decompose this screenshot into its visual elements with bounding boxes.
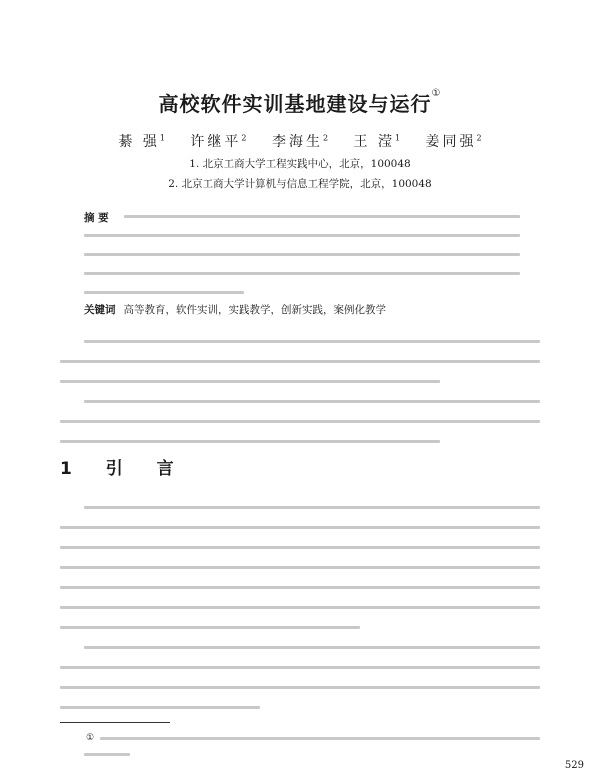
body-line	[60, 526, 540, 529]
body-line	[60, 546, 540, 549]
abstract-line	[84, 253, 520, 256]
author-name: 李海生	[271, 134, 323, 150]
footnote-line	[84, 753, 130, 756]
author-name: 王 滢	[353, 134, 395, 150]
keywords-text: 高等教育，软件实训，实践教学，创新实践，案例化教学	[123, 304, 386, 316]
author-3	[272, 134, 328, 150]
author-affiliation-mark: 1	[159, 133, 165, 143]
affiliation-2: 2. 北京工商大学计算机与信息工程学院，北京，100048	[168, 178, 432, 190]
body-line	[60, 706, 260, 709]
body-line	[60, 666, 540, 669]
body-line	[60, 626, 360, 629]
affiliation-1: 1. 北京工商大学工程实践中心，北京，100048	[189, 158, 411, 170]
footnote-line	[100, 737, 540, 740]
body-line	[60, 380, 440, 383]
section-heading-introduction: 1 引 言	[60, 459, 188, 479]
author-name: 姜同强	[425, 134, 477, 150]
title-text: 高校软件实训基地建设与运行	[158, 92, 432, 116]
body-line	[84, 400, 540, 403]
author-affiliation-mark: 2	[476, 133, 482, 143]
body-line	[84, 646, 540, 649]
author-1	[118, 134, 165, 150]
abstract-line	[124, 215, 520, 218]
author-2	[190, 134, 246, 150]
abstract-line	[84, 291, 244, 294]
keywords-label: 关键词	[84, 304, 116, 316]
body-line	[60, 686, 540, 689]
author-list	[0, 131, 600, 151]
body-line	[84, 340, 540, 343]
keywords-line	[84, 302, 386, 317]
footnote-mark: ①	[86, 733, 95, 743]
body-line	[60, 566, 540, 569]
abstract-line	[84, 272, 520, 275]
body-line	[84, 506, 540, 509]
abstract-label: 摘 要	[84, 212, 109, 224]
body-line	[60, 360, 540, 363]
body-line	[60, 606, 540, 609]
author-affiliation-mark: 2	[241, 133, 247, 143]
body-line	[60, 586, 540, 589]
page-number: 529	[564, 760, 584, 771]
author-5	[426, 134, 482, 150]
author-4	[354, 134, 401, 150]
author-affiliation-mark: 2	[322, 133, 329, 143]
footnote-rule	[60, 722, 170, 723]
paper-title	[0, 88, 600, 117]
body-line	[60, 440, 440, 443]
author-affiliation-mark: 1	[394, 133, 401, 143]
body-line	[60, 420, 540, 423]
title-footnote-mark: ①	[431, 88, 442, 99]
abstract-line	[84, 234, 520, 237]
author-name: 綦 强	[118, 134, 160, 150]
author-name: 许继平	[190, 134, 242, 150]
